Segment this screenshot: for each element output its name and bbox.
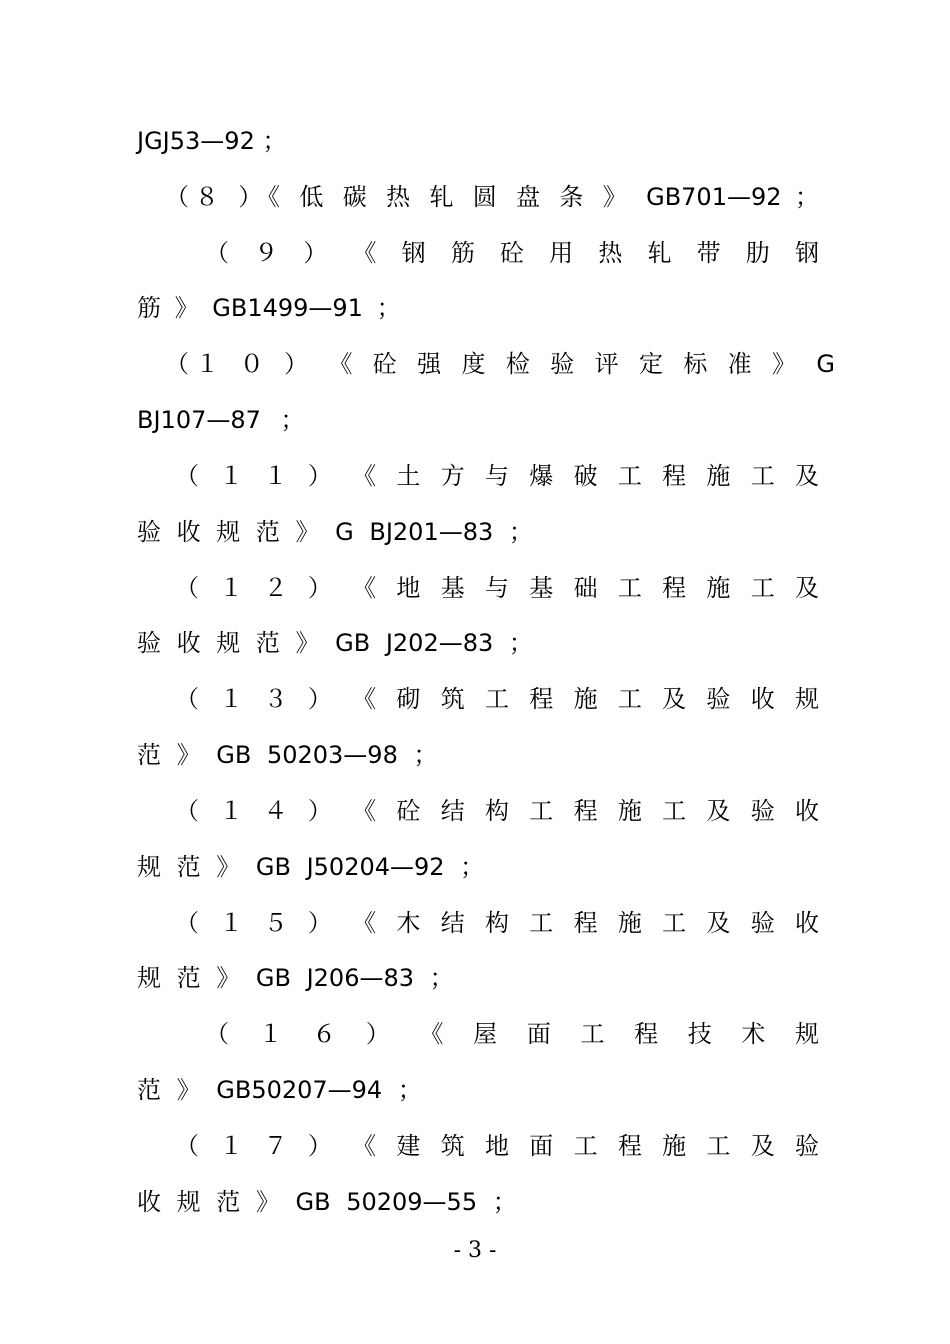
text-line: （ ９ ） 《 钢 筋 砼 用 热 轧 带 肋 钢 (205, 239, 819, 267)
text-line: （ １ ３ ） 《 砌 筑 工 程 施 工 及 验 收 规 (175, 685, 819, 713)
text-line: 范 》 GB50207—94 ； (137, 1076, 422, 1104)
text-line: （ １ １ ） 《 土 方 与 爆 破 工 程 施 工 及 (175, 462, 819, 490)
text-line: （１ ０ ） 《 砼 强 度 检 验 评 定 标 准 》 G (165, 350, 835, 378)
text-line: 收 规 范 》 GB 50209—55 ； (137, 1188, 517, 1216)
text-line: 规 范 》 GB J50204—92 ； (137, 853, 485, 881)
page-number: - 3 - (453, 1238, 497, 1263)
text-line: （８ ）《 低 碳 热 轧 圆 盘 条 》 GB701—92 ； (165, 183, 819, 211)
text-line: JGJ53—92 ； (137, 127, 287, 155)
text-line: 筋 》 GB1499—91 ； (137, 294, 401, 322)
text-line: （ １ ４ ） 《 砼 结 构 工 程 施 工 及 验 收 (175, 797, 819, 825)
text-line: 验 收 规 范 》 G BJ201—83 ； (137, 518, 533, 546)
text-line: （ １ ６ ） 《 屋 面 工 程 技 术 规 (205, 1020, 819, 1048)
text-line: 范 》 GB 50203—98 ； (137, 741, 438, 769)
text-line: （ １ ５ ） 《 木 结 构 工 程 施 工 及 验 收 (175, 909, 819, 937)
text-line: BJ107—87 ； (137, 406, 305, 434)
text-line: （ １ ７ ） 《 建 筑 地 面 工 程 施 工 及 验 (175, 1132, 819, 1160)
text-line: （ １ ２ ） 《 地 基 与 基 础 工 程 施 工 及 (175, 574, 819, 602)
text-line: 验 收 规 范 》 GB J202—83 ； (137, 629, 533, 657)
text-line: 规 范 》 GB J206—83 ； (137, 964, 454, 992)
